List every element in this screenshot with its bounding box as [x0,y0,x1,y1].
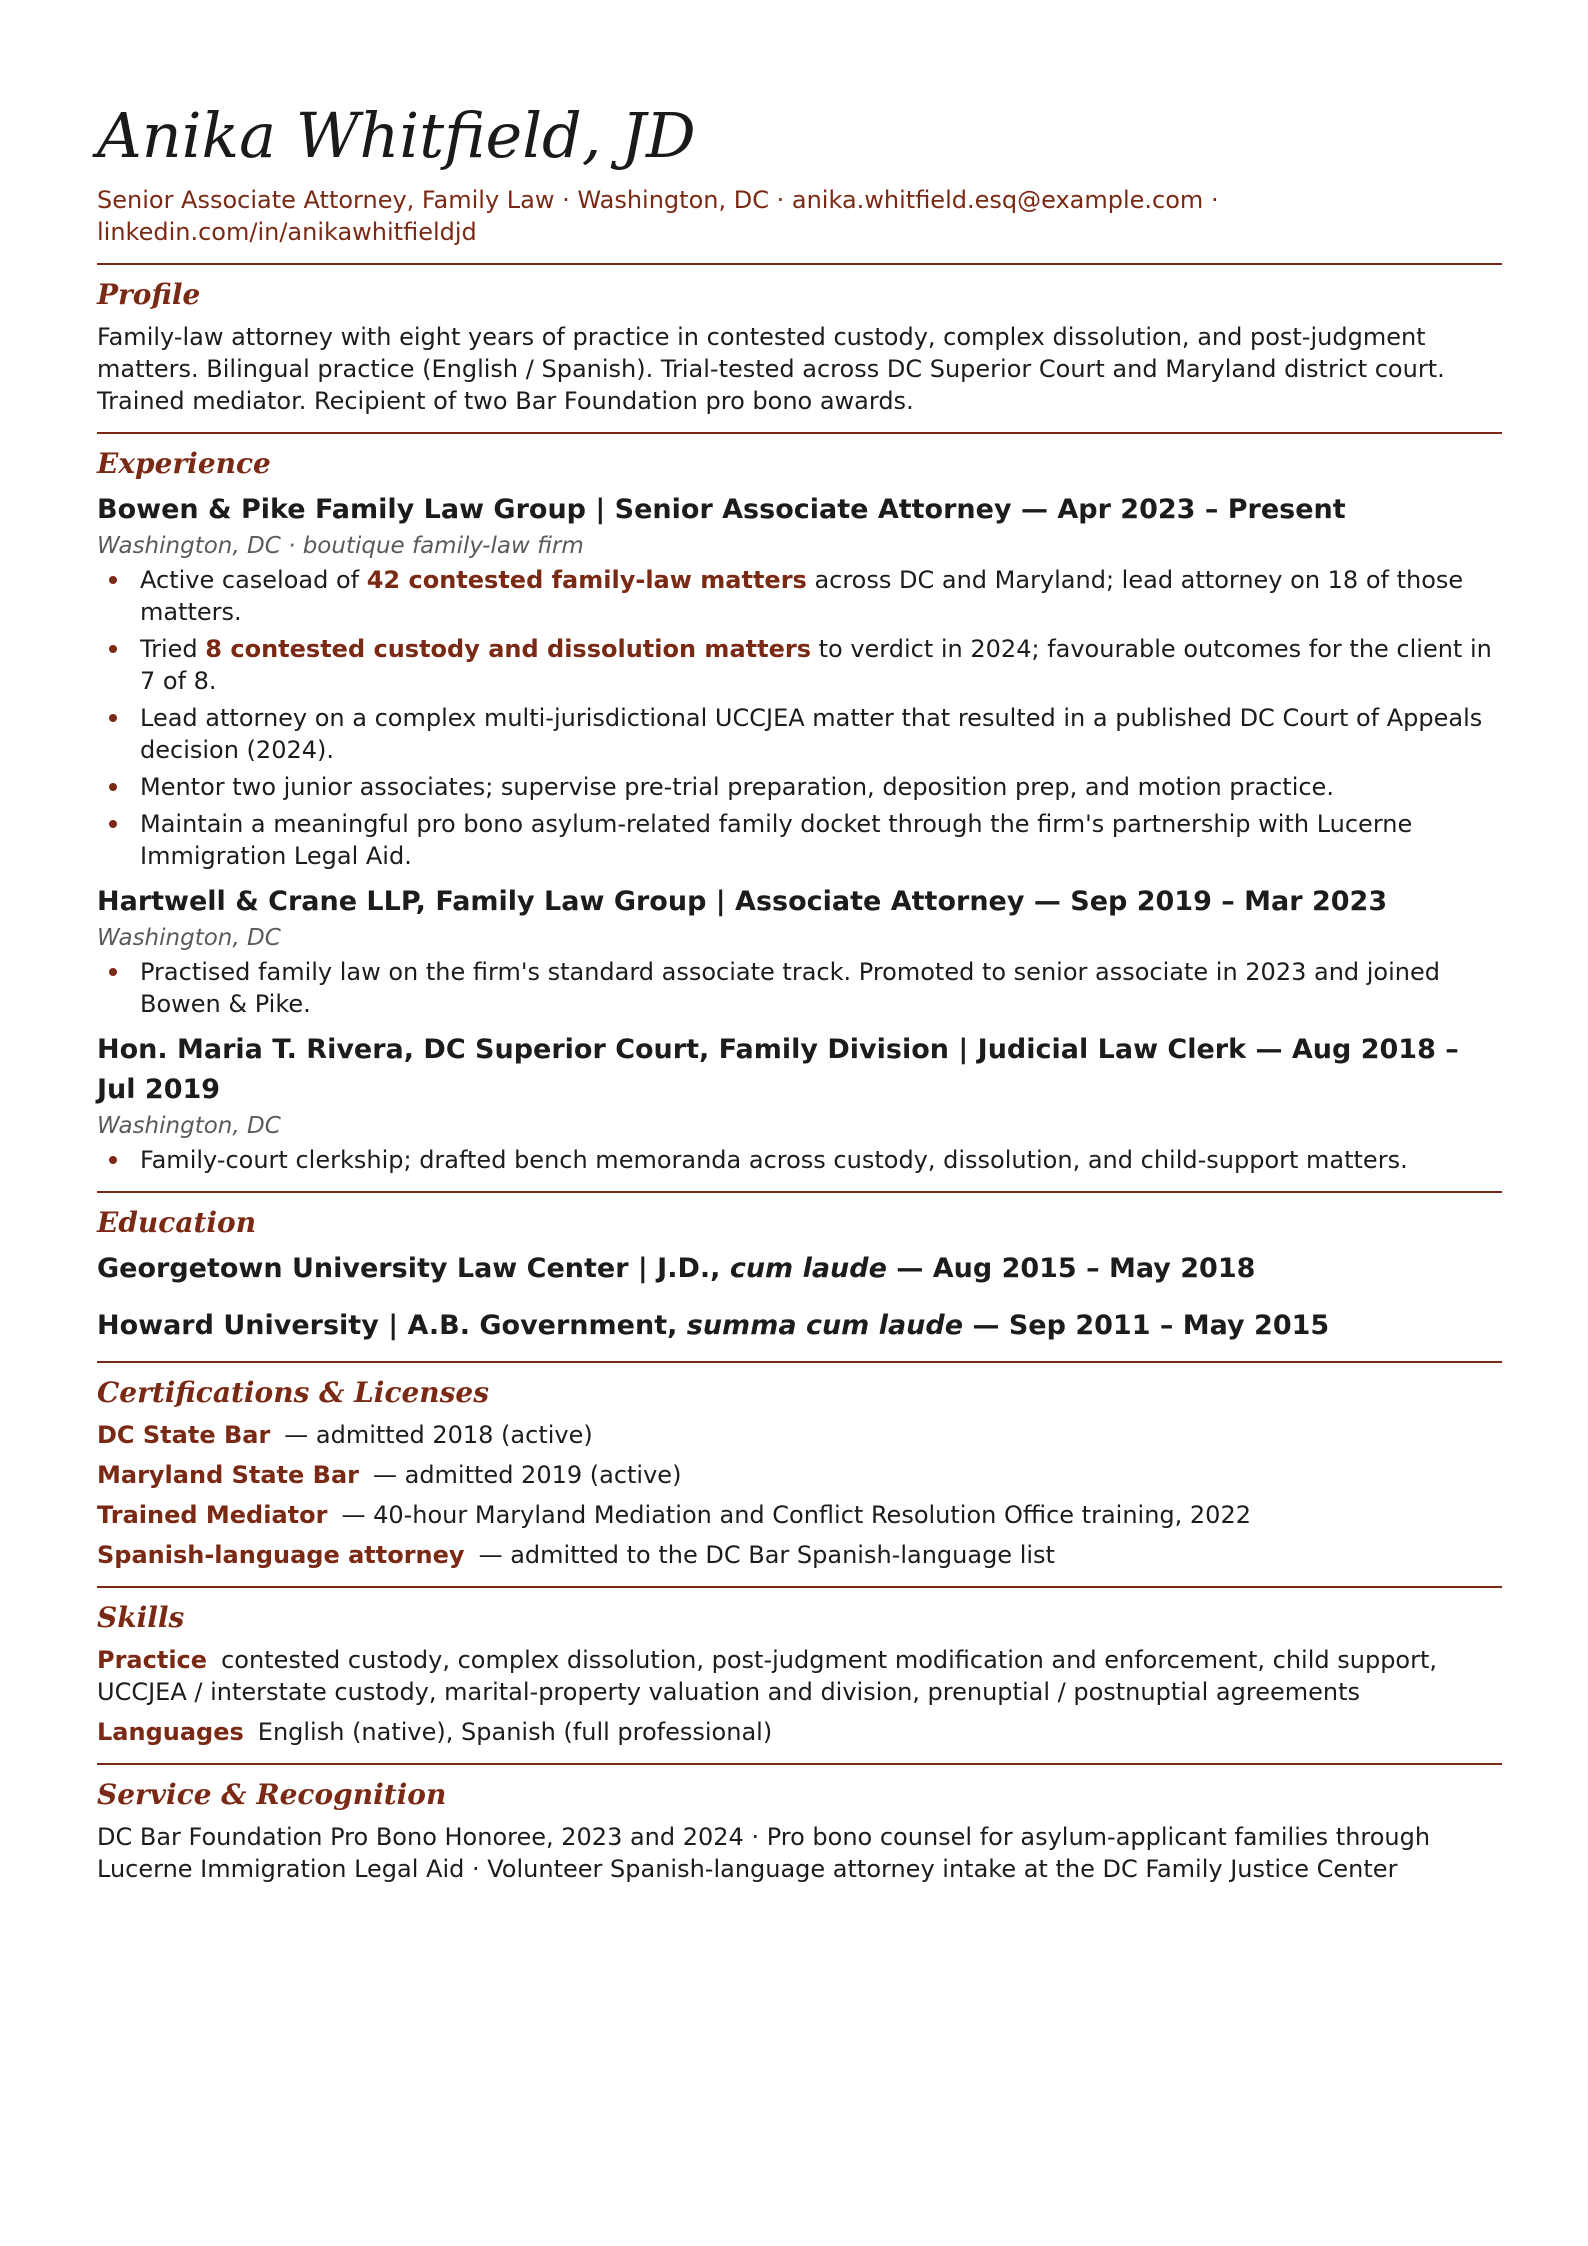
job-heading: Hartwell & Crane LLP, Family Law Group | Associate Attorney — Sep 2019 – Mar 2023 [97,886,1388,917]
certification-detail: — 40-hour Maryland Mediation and Conflict Resolution Office training, 2022 [341,1501,1251,1529]
job-entry [97,882,1502,1020]
section-title: Skills [97,1601,185,1634]
skill-label: Practice [97,1646,208,1674]
job-heading: Hon. Maria T. Rivera, DC Superior Court, Family Division | Judicial Law Clerk — Aug 2018 – Jul 2019 [97,1034,1459,1105]
job-location: Washington, DC · boutique family-law firm [97,533,584,559]
skill-label: Languages [97,1718,244,1746]
bullet-text: Practised family law on the firm's standard associate track. Promoted to senior associate in 2023 and joined Bowen & Pike. [140,958,1440,1018]
experience-section [97,432,1502,1176]
job-entry [97,1030,1502,1176]
education-section [97,1191,1502,1346]
skill-value: English (native), Spanish (full professional) [257,1718,773,1746]
bullet-icon [109,1156,117,1164]
contact-line [97,184,1502,248]
skill-item [97,1644,1502,1708]
candidate-name: Anika Whitfield, JD [97,99,696,172]
certifications-section [97,1361,1502,1571]
certification-detail: — admitted 2018 (active) [284,1421,593,1449]
bullet-icon [109,645,117,653]
bullet-item [97,633,1502,697]
job-bullets [97,1144,1502,1176]
bullet-item [97,771,1502,803]
certification-item [97,1499,1502,1531]
section-title: Service & Recognition [97,1778,447,1811]
education-list [97,1249,1502,1346]
certification-item [97,1539,1502,1571]
section-title: Education [97,1206,257,1239]
job-bullets [97,956,1502,1020]
job-heading: Bowen & Pike Family Law Group | Senior Associate Attorney — Apr 2023 – Present [97,494,1346,525]
bullet-icon [109,820,117,828]
bullet-text: across DC and Maryland; lead attorney on 18 of those matters. [140,566,1464,626]
bullet-text: Family-court clerkship; drafted bench memoranda across custody, dissolution, and child-support matters. [140,1146,1408,1174]
bullet-icon [109,714,117,722]
certification-name: Trained Mediator [97,1501,328,1529]
bullet-item [97,564,1502,628]
bullet-icon [109,968,117,976]
certification-detail: — admitted 2019 (active) [372,1461,682,1489]
bullet-text: Maintain a meaningful pro bono asylum-related family docket through the firm's partnership with Lucerne Immigration Legal Aid. [140,810,1413,870]
bullet-text: Lead attorney on a complex multi-jurisdictional UCCJEA matter that resulted in a published DC Court of Appeals decision (2024). [140,704,1483,764]
bullet-item [97,808,1502,872]
honor: summa cum laude [686,1310,964,1341]
service-section [97,1763,1502,1885]
certification-item [97,1459,1502,1491]
education-dates: — Sep 2011 – May 2015 [963,1310,1330,1341]
separator: · [1210,186,1219,214]
email-link[interactable]: anika.whitfield.esq@example.com [791,186,1204,214]
certification-name: Spanish-language attorney [97,1541,465,1569]
service-text: DC Bar Foundation Pro Bono Honoree, 2023 and 2024 · Pro bono counsel for asylum-applicant families through Lucerne Immigration Legal Aid · Volunteer Spanish-language attorney intake at the DC Family Justice Center [97,1823,1431,1883]
job-title: Senior Associate Attorney, Family Law [97,186,555,214]
certification-name: Maryland State Bar [97,1461,359,1489]
linkedin-link[interactable]: linkedin.com/in/anikawhitfieldjd [97,218,477,246]
section-title: Certifications & Licenses [97,1376,489,1409]
bullet-highlight: 42 contested family-law matters [366,566,807,594]
separator: · [776,186,785,214]
job-location: Washington, DC [97,925,281,951]
bullet-item [97,956,1502,1020]
skill-item [97,1716,1502,1748]
education-dates: — Aug 2015 – May 2018 [886,1253,1256,1284]
school-name: Georgetown University Law Center | J.D., [97,1253,730,1284]
bullet-icon [109,576,117,584]
profile-text: Family-law attorney with eight years of practice in contested custody, complex dissolution, and post-judgment matters. Bilingual practice (English / Spanish). Trial-tested across DC Superior Court and Maryland district court. Trained mediator. Recipient of two Bar Foundation pro bono awards. [97,323,1445,415]
school-name: Howard University | A.B. Government, [97,1310,687,1341]
certification-item [97,1419,1502,1451]
certification-name: DC State Bar [97,1421,271,1449]
bullet-text: to verdict in 2024; favourable outcomes for the client in 7 of 8. [140,635,1492,695]
job-bullets [97,564,1502,872]
section-title: Profile [97,278,201,311]
separator: · [562,186,570,214]
bullet-text: Active caseload of [140,566,367,594]
bullet-item [97,702,1502,766]
profile-section [97,263,1502,417]
honor: cum laude [729,1253,887,1284]
job-location: Washington, DC [97,1113,281,1139]
skill-value: contested custody, complex dissolution, post-judgment modification and enforcement, child support, UCCJEA / interstate custody, marital-property valuation and division, prenuptial / postnuptial agreements [97,1646,1438,1706]
certification-detail: — admitted to the DC Bar Spanish-language list [478,1541,1055,1569]
education-entry [97,1306,1502,1346]
bullet-text: Tried [140,635,206,663]
skills-section [97,1586,1502,1748]
section-title: Experience [97,447,271,480]
resume-page [97,0,1502,1885]
bullet-item [97,1144,1502,1176]
job-entry [97,490,1502,872]
bullet-text: Mentor two junior associates; supervise pre-trial preparation, deposition prep, and motion practice. [140,773,1334,801]
bullet-highlight: 8 contested custody and dissolution matters [205,635,811,663]
location: Washington, DC [577,186,769,214]
education-entry [97,1249,1502,1289]
bullet-icon [109,783,117,791]
